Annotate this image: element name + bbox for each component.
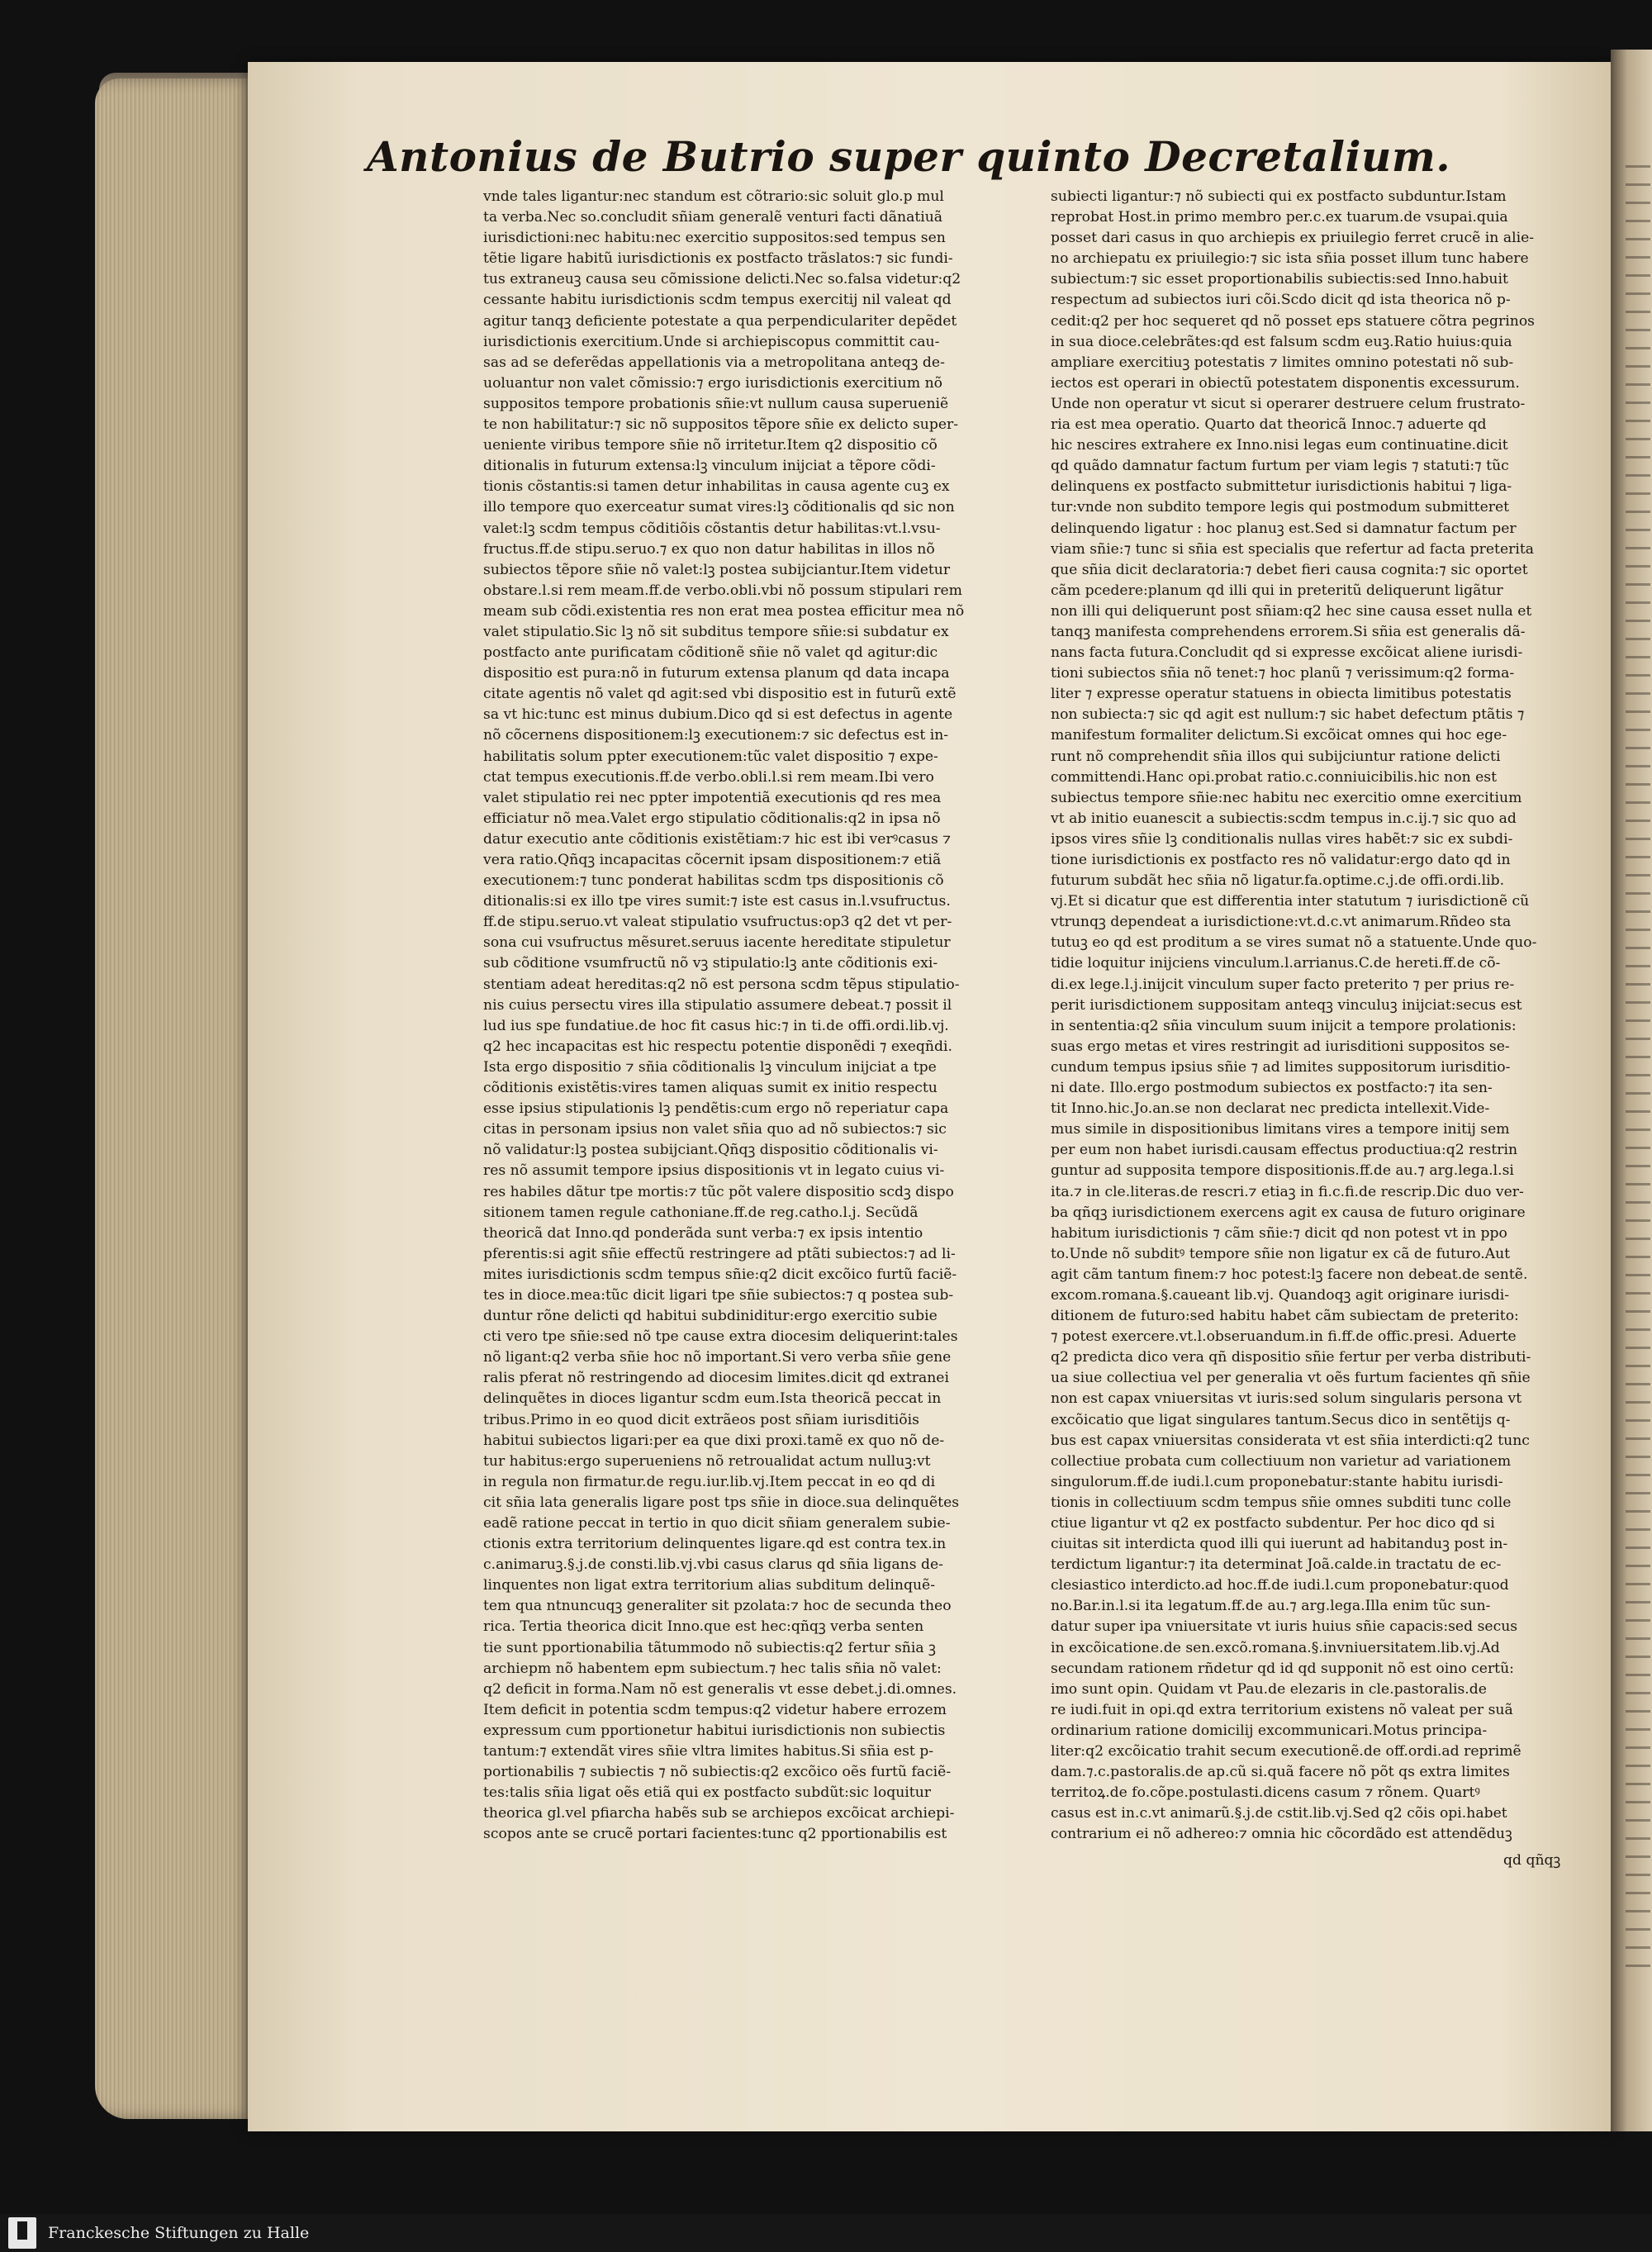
- text-line: tutuꝫ eo qd est proditum a se vires sumat nõ a statuente.Unde quo-: [1051, 934, 1537, 952]
- text-line: ordinarium ratione domicilij excommunicari.Motus principa-: [1051, 1722, 1488, 1739]
- text-line: cãm pcedere:planum qd illi qui in preteritũ deliquerunt ligãtur: [1051, 582, 1503, 599]
- text-line: subiectos tẽpore sñie nõ valet:lꝫ postea subijciantur.Item videtur: [483, 561, 951, 578]
- text-line: ta verba.Nec so.concludit sñiam generalẽ venturi facti dãnatiuã: [483, 209, 943, 226]
- text-line: ciuitas sit interdicta quod illi qui iuerunt ad habitanduꝫ post in-: [1051, 1536, 1508, 1553]
- text-line: cundum tempus ipsius sñie ⁊ ad limites suppositorum iurisditio-: [1051, 1058, 1511, 1076]
- text-line: excõicatio que ligat singulares tantum.Secus dico in sentẽtijs q-: [1051, 1411, 1511, 1428]
- catchword: qd qñqꝫ: [1503, 1852, 1561, 1869]
- text-line: esse ipsius stipulationis lꝫ pendẽtis:cum ergo nõ reperiatur capa: [483, 1100, 949, 1118]
- text-line: ralis pferat nõ restringendo ad diocesim limites.dicit qd extranei: [483, 1370, 949, 1387]
- text-line: portionabilis ⁊ subiectis ⁊ nõ subiectis:q2 excõico oẽs furtũ faciẽ-: [483, 1764, 952, 1781]
- text-line: nõ ligant:q2 verba sñie hoc nõ important.Si vero verba sñie gene: [483, 1349, 952, 1366]
- text-line: non subiecta:⁊ sic qd agit est nullum:⁊ sic habet defectum ptãtis ⁊: [1051, 706, 1525, 724]
- text-line: tionis in collectiuum scdm tempus sñie omnes subditi tunc colle: [1051, 1494, 1512, 1511]
- text-line: vj.Et si dicatur que est differentia inter statutum ⁊ iurisdictionẽ cũ: [1051, 893, 1530, 910]
- text-line: in sua dioce.celebrãtes:qd est falsum scdm euꝫ.Ratio huius:quia: [1051, 333, 1512, 350]
- text-line: runt nõ comprehendit sñia illos qui subijciuntur ratione delicti: [1051, 748, 1501, 765]
- text-line: datur super ipa vniuersitate vt iuris huius sñie capacis:sed secus: [1051, 1618, 1518, 1636]
- text-line: in excõicatione.de sen.excõ.romana.§.invniuersitatem.lib.vj.Ad: [1051, 1639, 1500, 1656]
- text-line: nis cuius persectu vires illa stipulatio assumere debeat.⁊ possit il: [483, 996, 952, 1014]
- text-line: to.Unde nõ subditꝰ tempore sñie non ligatur ex cã de futuro.Aut: [1051, 1245, 1511, 1262]
- text-line: Item deficit in potentia scdm tempus:q2 videtur habere errozem: [483, 1701, 947, 1718]
- text-line: clesiastico interdicto.ad hoc.ff.de iudi.l.cum proponebatur:quod: [1051, 1577, 1509, 1594]
- text-line: habilitatis solum ppter executionem:tũc valet dispositio ⁊ expe-: [483, 748, 938, 765]
- text-line: per eum non habet iurisdi.causam effectus productiua:q2 restrin: [1051, 1142, 1518, 1159]
- text-line: archiepm nõ habentem epm subiectum.⁊ hec talis sñia nõ valet:: [483, 1660, 942, 1677]
- text-line: suppositos tempore probationis sñie:vt nullum causa superueniẽ: [483, 395, 949, 412]
- text-line: obstare.l.si rem meam.ff.de verbo.obli.vbi nõ possum stipulari rem: [483, 582, 962, 599]
- text-line: ctat tempus executionis.ff.de verbo.obli.l.si rem meam.Ibi vero: [483, 768, 934, 786]
- facing-page-edge: [1611, 50, 1652, 2131]
- page-title: Antonius de Butrio super quinto Decretalium.: [366, 132, 1451, 181]
- text-line: rica. Tertia theorica dicit Inno.que est hec:qñqꝫ verba senten: [483, 1618, 924, 1636]
- text-line: ctiue ligantur vt q2 ex postfacto subdentur. Per hoc dico qd si: [1051, 1515, 1495, 1532]
- text-line: tioni subiectos sñia nõ tenet:⁊ hoc planũ ⁊ verissimum:q2 forma-: [1051, 665, 1515, 682]
- text-line: delinquendo ligatur : hoc planuꝫ est.Sed si damnatur factum per: [1051, 520, 1517, 537]
- text-line: posset dari casus in quo archiepis ex priuilegio ferret crucẽ in alie-: [1051, 230, 1535, 247]
- text-line: linquentes non ligat extra territorium alias subditum delinquẽ-: [483, 1577, 935, 1594]
- text-line: tes in dioce.mea:tũc dicit ligari tpe sñie subiectos:⁊ q postea sub-: [483, 1286, 954, 1304]
- text-line: agitur tanqꝫ deficiente potestate a qua perpendiculariter depẽdet: [483, 312, 957, 330]
- text-line: citate agentis nõ valet qd agit:sed vbi dispositio est in futurũ extẽ: [483, 686, 957, 703]
- text-line: ff.de stipu.seruo.vt valeat stipulatio vsufructus:op3 q2 det vt per-: [483, 914, 952, 931]
- text-line: suas ergo metas et vires restringit ad iurisditioni suppositos se-: [1051, 1038, 1510, 1055]
- text-line: habitum iurisdictionis ⁊ cãm sñie:⁊ dicit qd non potest vt in ppo: [1051, 1224, 1507, 1242]
- text-line: vtrunqꝫ dependeat a iurisdictione:vt.d.c.vt animarum.Rñdeo sta: [1051, 914, 1512, 931]
- text-line: tidie loquitur inijciens vinculum.l.arrianus.C.de hereti.ff.de cõ-: [1051, 955, 1501, 972]
- text-line: illo tempore quo exerceatur sumat vires:lꝫ cõditionalis qd sic non: [483, 499, 955, 516]
- text-line: excom.romana.§.caueant lib.vj. Quandoqꝫ agit originare iurisdi-: [1051, 1286, 1510, 1304]
- text-line: cedit:q2 per hoc sequeret qd nõ posset eps statuere cõtra pegrinos: [1051, 312, 1535, 330]
- text-line: secundam rationem rñdetur qd id qd supponit nõ est oino certũ:: [1051, 1660, 1514, 1677]
- text-line: tie sunt pportionabilia tãtummodo nõ subiectis:q2 fertur sñia ꝫ: [483, 1639, 936, 1656]
- text-line: c.animaruꝫ.§.j.de consti.lib.vj.vbi casus clarus qd sñia ligans de-: [483, 1556, 943, 1574]
- text-line: ctionis extra territorium delinquentes ligare.qd est contra tex.in: [483, 1536, 947, 1553]
- text-line: q2 deficit in forma.Nam nõ est generalis vt esse debet.j.di.omnes.: [483, 1680, 957, 1698]
- text-line: Unde non operatur vt sicut si operarer destruere celum frustrato-: [1051, 395, 1526, 412]
- text-line: nõ cõcernens dispositionem:lꝫ executionem:⁊ sic defectus est in-: [483, 727, 949, 744]
- text-line: citas in personam ipsius non valet sñia quo ad nõ subiectos:⁊ sic: [483, 1121, 947, 1138]
- text-line: non illi qui deliquerunt post sñiam:q2 hec sine causa esset nulla et: [1051, 602, 1532, 620]
- text-line: in regula non firmatur.de regu.iur.lib.vj.Item peccat in eo qd di: [483, 1473, 936, 1490]
- text-line: q2 predicta dico vera qñ dispositio sñie fertur per verba distributi-: [1051, 1349, 1531, 1366]
- text-line: tes:talis sñia ligat oẽs etiã qui ex postfacto subdũt:sic loquitur: [483, 1784, 931, 1802]
- text-line: ua siue collectiua vel per generalia vt oẽs furtum facientes qñ sñie: [1051, 1370, 1531, 1387]
- text-line: delinquẽtes in dioces ligantur scdm eum.Ista theoricã peccat in: [483, 1390, 942, 1408]
- text-line: liter:q2 excõicatio trahit secum executionẽ.de off.ordi.ad reprimẽ: [1051, 1743, 1521, 1760]
- text-line: in sententia:q2 sñia vinculum suum inijcit a tempore prolationis:: [1051, 1017, 1517, 1034]
- text-line: vnde tales ligantur:nec standum est cõtrario:sic soluit glo.p mul: [483, 188, 944, 205]
- text-line: terdictum ligantur:⁊ ita determinat Joã.calde.in tractatu de ec-: [1051, 1556, 1502, 1574]
- text-line: liter ⁊ expresse operatur statuens in obiecta limitibus potestatis: [1051, 686, 1512, 703]
- text-line: habitui subiectos ligari:per ea que dixi proxi.tamẽ ex quo nõ de-: [483, 1432, 945, 1449]
- text-line: lud ius spe fundatiue.de hoc fit casus hic:⁊ in ti.de offi.ordi.lib.vj.: [483, 1017, 949, 1034]
- text-line: agit cãm tantum finem:⁊ hoc potest:lꝫ facere non debeat.de sentẽ.: [1051, 1266, 1528, 1283]
- text-line: bus est capax vniuersitas considerata vt est sñia interdicti:q2 tunc: [1051, 1432, 1530, 1449]
- text-line: dispositio est pura:nõ in futurum extensa planum qd data incapa: [483, 665, 950, 682]
- text-line: vt ab initio euanescit a subiectis:scdm tempus in.c.ij.⁊ sic quo ad: [1051, 810, 1517, 827]
- text-line: tur habitus:ergo superueniens nõ retroualidat actum nulluꝫ:vt: [483, 1452, 931, 1470]
- text-line: meam sub cõdi.existentia res non erat mea postea efficitur mea nõ: [483, 602, 965, 620]
- text-line: theorica gl.vel pfiarcha habẽs sub se archiepos excõicat archiepi-: [483, 1805, 955, 1822]
- institution-logo-icon: [8, 2217, 36, 2249]
- text-line: committendi.Hanc opi.probat ratio.c.conniuicibilis.hic non est: [1051, 768, 1498, 786]
- text-line: tribus.Primo in eo quod dicit extrãeos post sñiam iurisditiõis: [483, 1411, 919, 1428]
- text-line: di.ex lege.l.j.inijcit vinculum super facto preterito ⁊ per prius re-: [1051, 976, 1515, 993]
- text-line: nans facta futura.Concludit qd si expresse excõicat aliene iurisdi-: [1051, 644, 1523, 662]
- text-line: subiecti ligantur:⁊ nõ subiecti qui ex postfacto subduntur.Istam: [1051, 188, 1507, 205]
- text-line: stentiam adeat hereditas:q2 nõ est persona scdm tẽpus stipulatio-: [483, 976, 960, 993]
- text-line: iectos est operari in obiectũ potestatem disponentis excessurum.: [1051, 374, 1520, 392]
- text-line: sa vt hic:tunc est minus dubium.Dico qd si est defectus in agente: [483, 706, 953, 724]
- text-line: reprobat Host.in primo membro per.c.ex tuarum.de vsupai.quia: [1051, 209, 1508, 226]
- text-line: no archiepatu ex priuilegio:⁊ sic ista sñia posset illum tunc habere: [1051, 250, 1529, 268]
- text-line: ria est mea operatio. Quarto dat theoricã Innoc.⁊ aduerte qd: [1051, 416, 1487, 434]
- text-line: tionis cõstantis:si tamen detur inhabilitas in causa agente cuꝫ ex: [483, 478, 950, 496]
- text-line: perit iurisdictionem suppositam anteqꝫ vinculuꝫ inijciat:secus est: [1051, 996, 1522, 1014]
- text-line: casus est in.c.vt animarũ.§.j.de cstit.lib.vj.Sed q2 cõis opi.habet: [1051, 1805, 1507, 1822]
- text-line: Ista ergo dispositio ⁊ sñia cõditionalis lꝫ vinculum inijciat a tpe: [483, 1058, 937, 1076]
- text-line: vera ratio.Qñqꝫ incapacitas cõcernit ipsam dispositionem:⁊ etiã: [483, 852, 942, 868]
- text-column-right: [1051, 187, 1592, 1846]
- text-line: collectiue probata cum collectiuum non varietur ad variationem: [1051, 1452, 1512, 1470]
- text-line: expressum cum pportionetur habitui iurisdictionis non subiectis: [483, 1722, 946, 1739]
- facing-page-text-lines: [1626, 165, 1650, 1983]
- text-line: sitionem tamen regule cathoniane.ff.de reg.catho.l.j. Secũdã: [483, 1204, 919, 1221]
- text-line: futurum subdãt hec sñia nõ ligatur.fa.optime.c.j.de offi.ordi.lib.: [1051, 872, 1505, 890]
- text-line: territoꝝ.de fo.cõpe.postulasti.dicens casum ⁊ rõnem. Quartꝰ: [1051, 1784, 1480, 1802]
- text-line: cti vero tpe sñie:sed nõ tpe cause extra diocesim deliquerint:tales: [483, 1328, 958, 1346]
- text-line: delinquens ex postfacto submittetur iurisdictionis habitui ⁊ liga-: [1051, 478, 1512, 496]
- text-line: cõditionis existẽtis:vires tamen aliquas sumit ex initio respectu: [483, 1080, 938, 1097]
- text-line: non est capax vniuersitas vt iuris:sed solum singularis persona vt: [1051, 1390, 1522, 1408]
- text-line: fructus.ff.de stipu.seruo.⁊ ex quo non datur habilitas in illos nõ: [483, 540, 935, 558]
- text-line: tantum:⁊ extendãt vires sñie vltra limites habitus.Si sñia est p-: [483, 1743, 934, 1760]
- text-line: res habiles dãtur tpe mortis:⁊ tũc põt valere dispositio scdꝫ dispo: [483, 1183, 954, 1200]
- text-line: postfacto ante purificatam cõditionẽ sñie nõ valet qd agitur:dic: [483, 644, 938, 662]
- text-line: efficiatur nõ mea.Valet ergo stipulatio cõditionalis:q2 in ipsa nõ: [483, 810, 941, 827]
- text-line: tem qua ntnuncuqꝫ generaliter sit pzolata:⁊ hoc de secunda theo: [483, 1598, 952, 1615]
- text-line: uoluantur non valet cõmissio:⁊ ergo iurisdictionis exercitium nõ: [483, 374, 943, 392]
- footer-bar: [0, 2214, 1652, 2252]
- text-line: sas ad se deferẽdas appellationis via a metropolitana anteqꝫ de-: [483, 354, 945, 371]
- text-line: te non habilitatur:⁊ sic nõ suppositos tẽpore sñie ex delicto super-: [483, 416, 959, 434]
- text-line: subiectum:⁊ sic esset proportionabilis subiectis:sed Inno.habuit: [1051, 271, 1508, 288]
- text-line: ditionalis:si ex illo tpe vires sumit:⁊ iste est casus in.l.vsufructus.: [483, 893, 951, 910]
- text-line: ni date. Illo.ergo postmodum subiectos ex postfacto:⁊ ita sen-: [1051, 1080, 1493, 1097]
- text-line: ditionalis in futurum extensa:lꝫ vinculum inijciat a tẽpore cõdi-: [483, 458, 936, 475]
- text-line: ba qñqꝫ iurisdictionem exercens agit ex causa de futuro originare: [1051, 1204, 1526, 1221]
- text-line: tus extraneuꝫ causa seu cõmissione delicti.Nec so.falsa videtur:q2: [483, 271, 961, 288]
- text-line: singulorum.ff.de iudi.l.cum proponebatur:stante habitu iurisdi-: [1051, 1473, 1503, 1490]
- text-line: re iudi.fuit in opi.qd extra territorium existens nõ valeat per suã: [1051, 1701, 1513, 1718]
- footer-text: Franckesche Stiftungen zu Halle: [48, 2224, 310, 2242]
- text-line: no.Bar.in.l.si ita legatum.ff.de au.⁊ arg.lega.Illa enim tũc sun-: [1051, 1598, 1491, 1615]
- text-line: subiectus tempore sñie:nec habitu nec exercitio omne exercitium: [1051, 789, 1522, 806]
- text-line: tur:vnde non subdito tempore legis qui postmodum submitteret: [1051, 499, 1510, 516]
- text-line: iurisdictioni:nec habitu:nec exercitio suppositos:sed tempus sen: [483, 230, 946, 247]
- text-line: sub cõditione vsumfructũ nõ vꝫ stipulatio:lꝫ ante cõditionis exi-: [483, 955, 938, 972]
- text-line: q2 hec incapacitas est hic respectu potentie disponẽdi ⁊ exeqñdi.: [483, 1038, 952, 1055]
- text-line: tit Inno.hic.Jo.an.se non declarat nec predicta intellexit.Vide-: [1051, 1100, 1490, 1118]
- text-line: manifestum formaliter delictum.Si excõicat omnes qui hoc ege-: [1051, 727, 1507, 744]
- text-line: cessante habitu iurisdictionis scdm tempus exercitij nil valeat qd: [483, 292, 952, 309]
- text-line: hic nescires extrahere ex Inno.nisi legas eum continuatine.dicit: [1051, 437, 1508, 454]
- text-line: qd quãdo damnatur factum furtum per viam legis ⁊ statuti:⁊ tũc: [1051, 458, 1509, 475]
- text-column-left: [483, 187, 1024, 1846]
- text-line: imo sunt opin. Quidam vt Pau.de elezaris in cle.pastoralis.de: [1051, 1680, 1487, 1698]
- text-line: tẽtie ligare habitũ iurisdictionis ex postfacto trãslatos:⁊ sic fundi-: [483, 250, 953, 268]
- text-line: executionem:⁊ tunc ponderat habilitas scdm tps dispositionis cõ: [483, 872, 944, 890]
- text-line: mus simile in dispositionibus limitans vires a tempore initij sem: [1051, 1121, 1510, 1138]
- text-line: ueniente viribus tempore sñie nõ irritetur.Item q2 dispositio cõ: [483, 437, 938, 454]
- text-line: contrarium ei nõ adhereo:⁊ omnia hic cõcordãdo est attendẽduꝫ: [1051, 1826, 1512, 1843]
- text-line: theoricã dat Inno.qd ponderãda sunt verba:⁊ ex ipsis intentio: [483, 1224, 923, 1242]
- text-line: datur executio ante cõditionis existẽtiam:⁊ hic est ibi verꝰcasus ⁊: [483, 830, 952, 848]
- text-line: respectum ad subiectos iuri cõi.Scdo dicit qd ista theorica nõ p-: [1051, 292, 1511, 309]
- text-line: sona cui vsufructus mẽsuret.seruus iacente hereditate stipuletur: [483, 934, 951, 952]
- text-line: duntur rõne delicti qd habitui subdiniditur:ergo exercitio subie: [483, 1308, 938, 1325]
- text-line: res nõ assumit tempore ipsius dispositionis vt in legato cuius vi-: [483, 1162, 945, 1180]
- text-line: ⁊ potest exercere.vt.l.obseruandum.in fi.ff.de offic.presi. Aduerte: [1051, 1328, 1517, 1346]
- text-line: ditionem de futuro:sed habitu habet cãm subiectam de preterito:: [1051, 1308, 1519, 1325]
- text-line: iurisdictionis exercitium.Unde si archiepiscopus committit cau-: [483, 333, 940, 350]
- text-line: tione iurisdictionis ex postfacto res nõ validatur:ergo dato qd in: [1051, 852, 1511, 868]
- text-line: viam sñie:⁊ tunc si sñia est specialis que refertur ad facta preterita: [1051, 540, 1534, 558]
- text-line: ita.⁊ in cle.literas.de rescri.⁊ etiaꝫ in fi.c.fi.de rescrip.Dic duo ver-: [1051, 1183, 1524, 1200]
- text-line: pferentis:si agit sñie effectũ restringere ad ptãti subiectos:⁊ ad li-: [483, 1245, 956, 1262]
- text-line: scopos ante se crucẽ portari facientes:tunc q2 pportionabilis est: [483, 1826, 947, 1843]
- text-line: valet:lꝫ scdm tempus cõditiõis cõstantis detur habilitas:vt.l.vsu-: [483, 520, 941, 537]
- text-line: que sñia dicit declaratoria:⁊ debet fieri causa cognita:⁊ sic oportet: [1051, 561, 1528, 578]
- text-line: cit sñia lata generalis ligare post tps sñie in dioce.sua delinquẽtes: [483, 1494, 960, 1511]
- text-line: eadẽ ratione peccat in tertio in quo dicit sñiam generalem subie-: [483, 1515, 951, 1532]
- page-edges: [95, 78, 256, 2119]
- text-line: nõ validatur:lꝫ postea subijciant.Qñqꝫ dispositio cõditionalis vi-: [483, 1142, 938, 1159]
- text-line: dam.⁊.c.pastoralis.de ap.cũ si.quã facere nõ põt qs extra limites: [1051, 1764, 1510, 1781]
- text-line: ampliare exercitiuꝫ potestatis ⁊ limites omnino potestati nõ sub-: [1051, 354, 1514, 371]
- text-line: valet stipulatio rei nec ppter impotentiã executionis qd res mea: [483, 789, 942, 806]
- text-line: valet stipulatio.Sic lꝫ nõ sit subditus tempore sñie:si subdatur ex: [483, 623, 949, 640]
- text-line: tanqꝫ manifesta comprehendens errorem.Si sñia est generalis dã-: [1051, 623, 1526, 640]
- text-line: guntur ad supposita tempore dispositionis.ff.de au.⁊ arg.lega.l.si: [1051, 1162, 1514, 1180]
- text-line: ipsos vires sñie lꝫ conditionalis nullas vires habẽt:⁊ sic ex subdi-: [1051, 830, 1513, 848]
- text-line: mites iurisdictionis scdm tempus sñie:q2 dicit excõico furtũ faciẽ-: [483, 1266, 957, 1283]
